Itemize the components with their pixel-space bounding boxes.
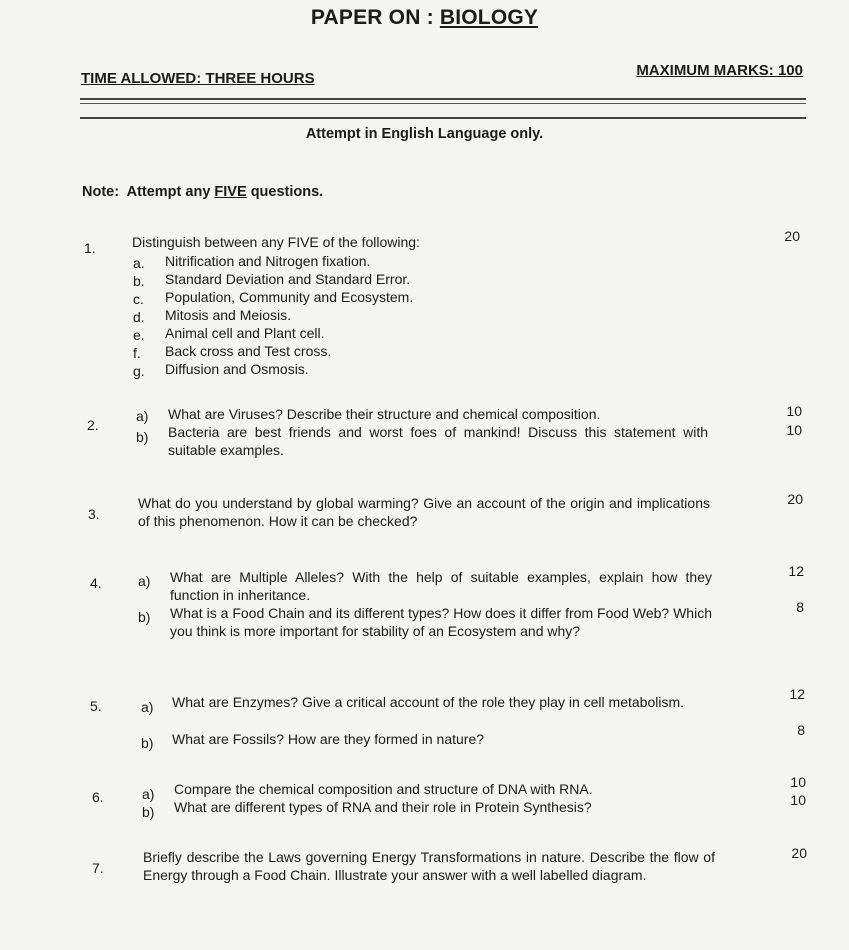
part-label: a) bbox=[138, 573, 151, 589]
question-text: Distinguish between any FIVE of the following: bbox=[132, 234, 420, 250]
list-item-label: c. bbox=[133, 291, 144, 307]
list-item-text: Nitrification and Nitrogen fixation. bbox=[165, 253, 371, 269]
question-number: 1. bbox=[84, 240, 96, 256]
question-number: 7. bbox=[92, 860, 104, 876]
part-label: a) bbox=[141, 699, 154, 715]
part-label: b) bbox=[138, 609, 151, 625]
part-marks: 10 bbox=[790, 774, 806, 790]
question-marks: 20 bbox=[791, 845, 807, 861]
part-marks: 8 bbox=[796, 599, 804, 615]
maximum-marks: MAXIMUM MARKS: 100 bbox=[636, 62, 803, 79]
list-item-label: b. bbox=[133, 273, 145, 289]
question-number: 4. bbox=[90, 575, 102, 591]
list-item-text: Diffusion and Osmosis. bbox=[165, 361, 309, 377]
part-marks: 8 bbox=[797, 722, 805, 738]
question-number: 3. bbox=[88, 506, 100, 522]
question-text: What do you understand by global warming? Give an account of the origin and implications of this phenomenon. How it can be checked? bbox=[138, 495, 710, 529]
list-item-label: g. bbox=[133, 363, 145, 379]
part-label: b) bbox=[142, 804, 155, 820]
part-text: What are Viruses? Describe their structure and chemical composition. bbox=[168, 406, 601, 422]
list-item-text: Standard Deviation and Standard Error. bbox=[165, 271, 411, 287]
paper-title-prefix: PAPER ON : bbox=[310, 6, 434, 29]
list-item-text: Animal cell and Plant cell. bbox=[165, 325, 325, 341]
list-item-text: Mitosis and Meiosis. bbox=[165, 307, 292, 323]
note-post: questions. bbox=[250, 184, 324, 200]
part-label: a) bbox=[142, 786, 155, 802]
question-text: Briefly describe the Laws governing Energy Transformations in nature. Describe the flow of Energy through a Food Chain. Illustrate your answer with a well labelled diagram. bbox=[143, 849, 715, 883]
paper-title bbox=[0, 6, 849, 30]
list-item-label: d. bbox=[133, 309, 145, 325]
part-label: a) bbox=[136, 408, 149, 424]
header-rule-middle bbox=[80, 103, 806, 104]
part-text: Bacteria are best friends and worst foes of mankind! Discuss this statement with suitable examples. bbox=[168, 424, 708, 458]
note-pre: Attempt any bbox=[126, 184, 211, 200]
part-marks: 10 bbox=[786, 422, 802, 438]
header-rule-top bbox=[80, 98, 806, 100]
part-text: Compare the chemical composition and structure of DNA with RNA. bbox=[174, 781, 593, 797]
list-item-label: f. bbox=[133, 345, 141, 361]
part-marks: 10 bbox=[786, 403, 802, 419]
question-number: 5. bbox=[90, 698, 102, 714]
part-text: What are different types of RNA and their role in Protein Synthesis? bbox=[174, 799, 592, 815]
paper-subject: BIOLOGY bbox=[439, 6, 539, 29]
part-label: b) bbox=[136, 429, 149, 445]
part-text: What are Enzymes? Give a critical account of the role they play in cell metabolism. bbox=[172, 694, 684, 710]
header-rule-bottom bbox=[80, 117, 806, 119]
note-emphasis: FIVE bbox=[214, 184, 247, 200]
part-marks: 12 bbox=[789, 686, 805, 702]
part-label: b) bbox=[141, 735, 154, 751]
question-marks: 20 bbox=[787, 491, 803, 507]
part-text: What are Multiple Alleles? With the help of suitable examples, explain how they function in inheritance. bbox=[170, 569, 712, 603]
part-marks: 12 bbox=[788, 563, 804, 579]
list-item-text: Population, Community and Ecosystem. bbox=[165, 289, 414, 305]
question-number: 6. bbox=[92, 789, 104, 805]
instructions-note bbox=[82, 184, 323, 200]
language-note: Attempt in English Language only. bbox=[305, 126, 544, 142]
list-item-label: e. bbox=[133, 327, 145, 343]
question-marks: 20 bbox=[784, 228, 800, 244]
note-label: Note: bbox=[82, 184, 120, 200]
time-allowed: TIME ALLOWED: THREE HOURS bbox=[81, 70, 315, 87]
list-item-label: a. bbox=[133, 255, 145, 271]
question-number: 2. bbox=[87, 417, 99, 433]
part-text: What is a Food Chain and its different types? How does it differ from Food Web? Which you think is more important for stability of an Ecosystem and why? bbox=[170, 605, 712, 639]
part-marks: 10 bbox=[790, 792, 806, 808]
part-text: What are Fossils? How are they formed in nature? bbox=[172, 731, 485, 747]
list-item-text: Back cross and Test cross. bbox=[165, 343, 332, 359]
